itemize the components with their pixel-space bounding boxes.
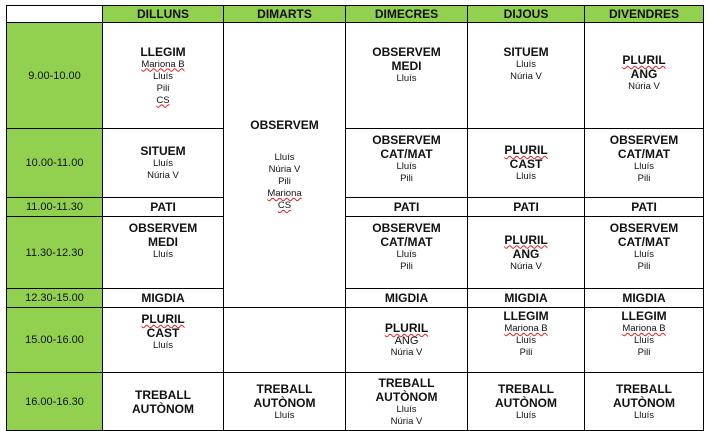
cell-monday-3 <box>103 198 224 217</box>
teacher-label: Mariona B <box>622 323 666 334</box>
cell-thursday-3 <box>468 198 585 217</box>
cell-thursday-4 <box>468 217 585 289</box>
teacher-label: Lluís <box>515 59 537 70</box>
subject-label: AUTÒNOM <box>613 395 675 410</box>
cell-friday-1 <box>585 23 704 129</box>
teacher-label: Lluís <box>633 249 655 260</box>
subject-label: PLURIL <box>622 53 666 67</box>
teacher-label: Lluís <box>152 158 174 169</box>
time-slot: 16.00-16.30 <box>7 373 103 431</box>
teacher-label: Pili <box>400 261 413 272</box>
teacher-label: Pili <box>278 176 291 187</box>
teacher-label: Lluís <box>152 340 174 351</box>
teacher-label: Núria V <box>390 347 423 358</box>
teacher-label: Mariona B <box>504 323 548 334</box>
teacher-label: Núria V <box>510 260 542 272</box>
cell-tuesday-7 <box>224 373 346 431</box>
time-slot: 11.00-11.30 <box>7 198 103 217</box>
teacher-label: CS <box>277 200 292 211</box>
teacher-label: Lluís <box>274 409 295 421</box>
cell-thursday-2 <box>468 129 585 198</box>
subject-label: CAST <box>509 157 543 171</box>
subject-label: TREBALL <box>135 387 191 402</box>
teacher-label: Pili <box>400 173 413 184</box>
teacher-label: Lluís <box>152 70 174 82</box>
row-15-16 <box>7 308 704 373</box>
cell-thursday-5 <box>468 289 585 308</box>
subject-label: MEDI <box>391 59 422 73</box>
cell-wednesday-4 <box>346 217 468 289</box>
subject-label: PATI <box>393 200 420 214</box>
subject-label: LLEGIM <box>503 309 549 323</box>
subject-label: OBSERVEM <box>609 133 679 147</box>
subject-label: SITUEM <box>503 45 549 59</box>
subject-label: PATI <box>513 200 539 214</box>
cell-friday-5 <box>585 289 704 308</box>
subject-label: CAT/MAT <box>617 235 671 249</box>
cell-monday-1 <box>103 23 224 129</box>
subject-label: AUTÒNOM <box>253 395 316 410</box>
time-slot: 12.30-15.00 <box>7 289 103 308</box>
subject-label: PLURIL <box>141 312 185 326</box>
subject-label: TREBALL <box>378 375 435 390</box>
time-slot: 11.30-12.30 <box>7 217 103 289</box>
subject-label: TREBALL <box>616 381 672 396</box>
subject-label: PLURIL <box>504 232 548 247</box>
subject-label: CAT/MAT <box>617 147 671 161</box>
subject-label: ANG <box>630 67 658 81</box>
teacher-label: Núria V <box>628 81 660 92</box>
time-slot: 10.00-11.00 <box>7 129 103 198</box>
cell-monday-4 <box>103 217 224 289</box>
cell-thursday-6 <box>468 308 585 373</box>
teacher-label: Mariona <box>267 188 302 199</box>
subject-label: MIGDIA <box>141 291 185 305</box>
teacher-label: Lluís <box>515 335 537 346</box>
teacher-label: Lluís <box>515 409 537 421</box>
subject-label: MIGDIA <box>622 291 666 305</box>
day-header-tuesday: DIMARTS <box>224 6 346 23</box>
subject-label: SITUEM <box>140 144 186 158</box>
cell-tuesday-1 <box>224 23 346 308</box>
teacher-label: Núria V <box>147 170 179 181</box>
cell-wednesday-1 <box>346 23 468 129</box>
row-16-1630 <box>7 373 704 431</box>
subject-label: LLEGIM <box>140 44 186 59</box>
cell-monday-5 <box>103 289 224 308</box>
subject-label: LLEGIM <box>621 309 667 323</box>
cell-wednesday-2 <box>346 129 468 198</box>
day-header-thursday: DIJOUS <box>468 6 585 23</box>
timetable <box>6 5 704 431</box>
subject-label: ANG <box>394 335 419 347</box>
cell-friday-4 <box>585 217 704 289</box>
teacher-label: Pili <box>637 173 651 184</box>
teacher-label: Lluís <box>396 161 417 172</box>
teacher-label: Pili <box>637 261 651 272</box>
cell-wednesday-3 <box>346 198 468 217</box>
subject-label: MIGDIA <box>504 291 548 305</box>
teacher-label: Núria V <box>268 164 301 175</box>
subject-label: AUTÒNOM <box>375 389 438 404</box>
teacher-label: Lluís <box>396 403 417 415</box>
subject-label: ANG <box>512 246 540 261</box>
subject-label: PLURIL <box>384 321 429 335</box>
row-9-10 <box>7 23 704 129</box>
teacher-label: Pili <box>637 347 651 358</box>
subject-label: CAST <box>146 326 180 340</box>
teacher-label: Lluís <box>633 409 655 421</box>
cell-monday-7 <box>103 373 224 431</box>
cell-monday-2 <box>103 129 224 198</box>
teacher-label: Núria V <box>510 71 542 82</box>
teacher-label: Pili <box>519 347 533 358</box>
time-slot: 15.00-16.00 <box>7 308 103 373</box>
row-1130-1230 <box>7 217 704 289</box>
row-1230-15 <box>7 289 704 308</box>
day-header-monday: DILLUNS <box>103 6 224 23</box>
teacher-label: Núria V <box>390 415 423 427</box>
subject-label: AUTÒNOM <box>495 395 557 410</box>
teacher-label: Lluís <box>396 249 417 260</box>
subject-label: AUTÒNOM <box>132 401 194 416</box>
subject-label: PATI <box>150 200 176 214</box>
teacher-label: Pili <box>156 82 170 94</box>
teacher-label: Lluís <box>152 249 174 260</box>
teacher-label: Mariona B <box>141 58 185 70</box>
subject-label: OBSERVEM <box>250 118 319 132</box>
teacher-label: Lluís <box>396 73 417 84</box>
cell-monday-6 <box>103 308 224 373</box>
subject-label: OBSERVEM <box>128 221 198 235</box>
cell-friday-3 <box>585 198 704 217</box>
teacher-label: Lluís <box>274 152 295 163</box>
cell-wednesday-7 <box>346 373 468 431</box>
cell-wednesday-6 <box>346 308 468 373</box>
subject-label: PATI <box>631 200 657 214</box>
subject-label: MIGDIA <box>384 291 429 305</box>
teacher-label: Lluís <box>633 161 655 172</box>
subject-label: CAT/MAT <box>380 235 433 249</box>
subject-label: OBSERVEM <box>609 221 679 235</box>
cell-thursday-7 <box>468 373 585 431</box>
cell-friday-7 <box>585 373 704 431</box>
day-header-friday: DIVENDRES <box>585 6 704 23</box>
cell-wednesday-5 <box>346 289 468 308</box>
row-10-11 <box>7 129 704 198</box>
time-slot: 9.00-10.00 <box>7 23 103 129</box>
cell-friday-6 <box>585 308 704 373</box>
cell-friday-2 <box>585 129 704 198</box>
subject-label: OBSERVEM <box>372 45 441 59</box>
header-row <box>7 6 704 23</box>
subject-label: TREBALL <box>498 381 554 396</box>
cell-tuesday-6 <box>224 308 346 373</box>
day-header-wednesday: DIMECRES <box>346 6 468 23</box>
teacher-label: CS <box>156 94 170 106</box>
subject-label: OBSERVEM <box>372 133 441 147</box>
subject-label: MEDI <box>148 235 178 249</box>
subject-label: OBSERVEM <box>372 221 441 235</box>
cell-thursday-1 <box>468 23 585 129</box>
subject-label: PLURIL <box>504 143 548 157</box>
teacher-label: Lluís <box>515 171 537 182</box>
corner-cell <box>7 6 103 23</box>
teacher-label: Lluís <box>633 335 655 346</box>
subject-label: CAT/MAT <box>380 147 433 161</box>
subject-label: TREBALL <box>256 381 313 396</box>
row-11-1130 <box>7 198 704 217</box>
